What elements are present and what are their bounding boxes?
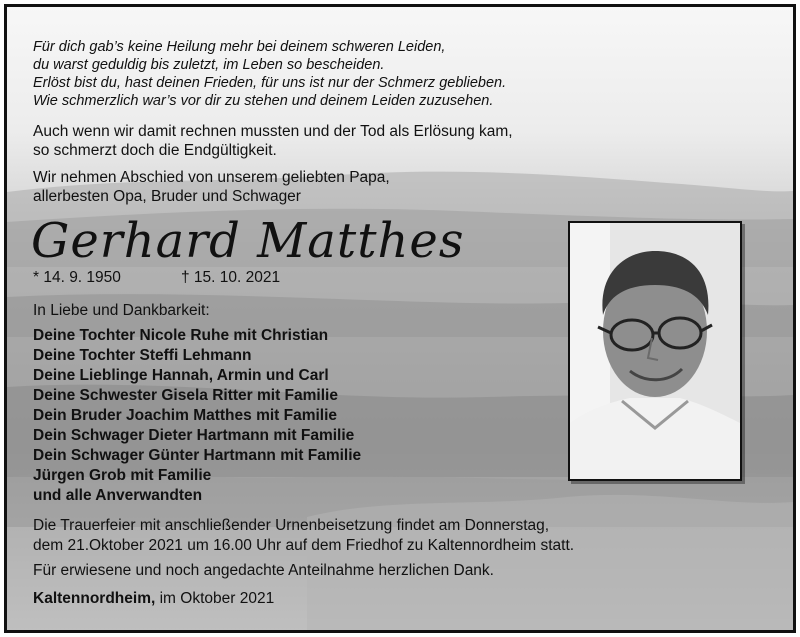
place-name: Kaltennordheim, [33,590,156,607]
mourner-line: Deine Lieblinge Hannah, Armin und Carl [33,367,329,384]
thanks-line: Für erwiesene und noch angedachte Anteilnahme herzlichen Dank. [33,562,494,579]
death-date: † 15. 10. 2021 [181,269,281,286]
mourner-line: und alle Anverwandten [33,487,203,504]
mourner-line: Dein Schwager Dieter Hartmann mit Familie [33,427,355,444]
poem-line: Wie schmerzlich war’s vor dir zu stehen und deinem Leiden zuzusehen. [33,93,494,109]
mourner-line: Deine Schwester Gisela Ritter mit Familie [33,387,338,404]
funeral-line: Die Trauerfeier mit anschließender Urnenbeisetzung findet am Donnerstag, [33,517,550,534]
mourner-line: Deine Tochter Steffi Lehmann [33,347,252,364]
farewell-line: allerbesten Opa, Bruder und Schwager [33,188,301,205]
mourner-line: Dein Schwager Günter Hartmann mit Familie [33,447,362,464]
birth-date: * 14. 9. 1950 [33,269,121,286]
farewell-line: Wir nehmen Abschied von unserem geliebten Papa, [33,169,390,186]
date-text: im Oktober 2021 [155,590,275,607]
place-date [33,590,274,608]
mourner-line: Jürgen Grob mit Familie [33,467,212,484]
obituary-frame [4,4,796,633]
poem-line: Für dich gab’s keine Heilung mehr bei deinem schweren Leiden, [33,39,446,55]
mourners-intro: In Liebe und Dankbarkeit: [33,302,210,319]
poem-line: Erlöst bist du, hast deinen Frieden, für uns ist nur der Schmerz geblieben. [33,75,507,91]
mourner-line: Deine Tochter Nicole Ruhe mit Christian [33,327,329,344]
funeral-line: dem 21.Oktober 2021 um 16.00 Uhr auf dem Friedhof zu Kaltennordheim statt. [33,537,575,554]
deceased-name: Gerhard Matthes [31,213,465,269]
poem-line: du warst geduldig bis zuletzt, im Leben so bescheiden. [33,57,385,73]
intro-line: so schmerzt doch die Endgültigkeit. [33,142,277,159]
portrait-photo [568,221,742,481]
mourner-line: Dein Bruder Joachim Matthes mit Familie [33,407,338,424]
intro-line: Auch wenn wir damit rechnen mussten und der Tod als Erlösung kam, [33,123,513,140]
